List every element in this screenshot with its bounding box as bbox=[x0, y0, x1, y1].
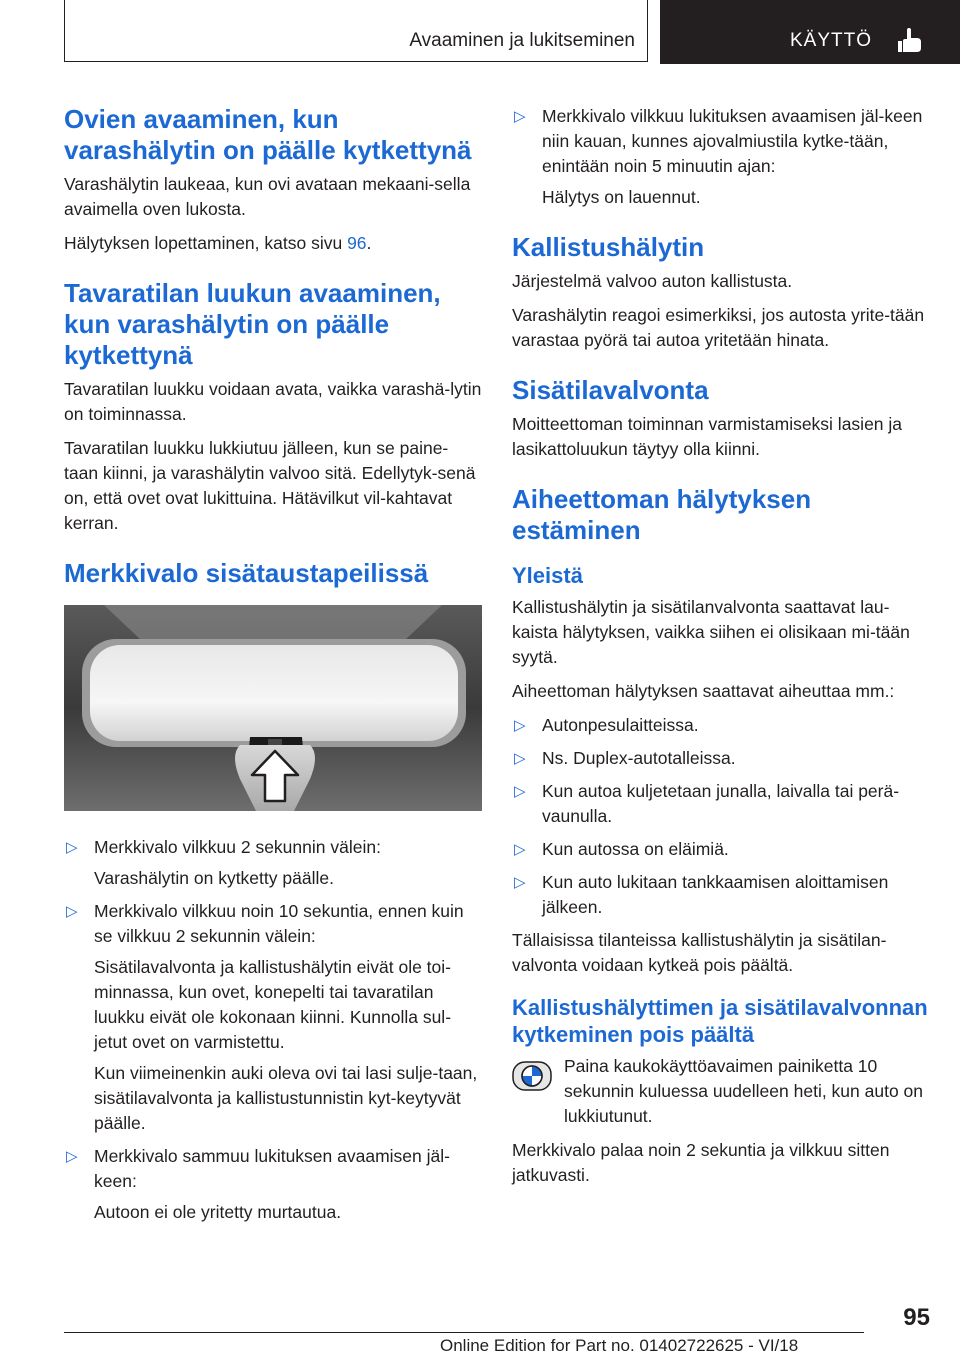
list-item: ▷ Kun autoa kuljetetaan junalla, laivalla tai perä‐vaunulla. bbox=[514, 781, 900, 826]
indicator-list-continued bbox=[512, 104, 932, 210]
paragraph: Aiheettoman hälytyksen saattavat aiheuttaa mm.: bbox=[512, 681, 895, 701]
triangle-bullet-icon: ▷ bbox=[514, 783, 526, 800]
list-item-detail: Varashälytin on kytketty päälle. bbox=[94, 868, 334, 888]
list-item: ▷ Autonpesulaitteissa. bbox=[512, 713, 932, 738]
paragraph: Moitteettoman toiminnan varmistamiseksi lasien ja lasikattoluukun täytyy olla kiinni. bbox=[512, 414, 903, 459]
triangle-bullet-icon: ▷ bbox=[66, 903, 78, 920]
section-false-alarm bbox=[512, 484, 932, 978]
triangle-bullet-icon: ▷ bbox=[66, 839, 78, 856]
header-section-box bbox=[64, 0, 648, 62]
list-item: ▷ Merkkivalo vilkkuu noin 10 sekuntia, ennen kuin se vilkkuu 2 sekunnin välein: Sisätilavalvonta ja kallistushälytin eivät ole toi‐minnassa, kun ovet, konepelti tai tavaratilan luukku eivät ole kokonaan kiinni. Kunnolla sul‐jetut ovet on varmistettu. Kun viimeinenkin auki oleva ovi tai lasi sulje‐taan, sisätilavalvonta ja kallistustunnistin kyt‐keytyvät päälle. bbox=[64, 899, 482, 1136]
triangle-bullet-icon: ▷ bbox=[514, 750, 526, 767]
triangle-bullet-icon: ▷ bbox=[514, 717, 526, 734]
header-chapter-title: KÄYTTÖ bbox=[790, 30, 873, 51]
heading-tailgate-alarm: Tavaratilan luukun avaaminen, kun varashälytin on päälle kytkettynä bbox=[64, 278, 441, 370]
header-chapter-box bbox=[660, 0, 960, 64]
heading-doors-alarm: Ovien avaaminen, kun varashälytin on päälle kytkettynä bbox=[64, 104, 472, 165]
list-item-detail: Kun viimeinenkin auki oleva ovi tai lasi sulje‐taan, sisätilavalvonta ja kallistustunnistin kyt‐keytyvät päälle. bbox=[94, 1063, 478, 1133]
section-tailgate bbox=[64, 278, 482, 536]
paragraph: Varashälytin reagoi esimerkiksi, jos autosta yrite‐tään varastaa pyörä tai autoa yritetään hinata. bbox=[512, 305, 925, 350]
paragraph: Kallistushälytin ja sisätilanvalvonta saattavat lau‐kaista hälytyksen, vaikka siihen ei olisikaan mi‐tään syytä. bbox=[512, 597, 910, 667]
paragraph: Tavaratilan luukku lukkiutuu jälleen, kun se paine‐taan kiinni, ja varashälytin valvoo sitä. Edellytyk‐senä on, että ovet ovat lukittuina. Hätävilkut vil‐kahtavat kerran. bbox=[64, 438, 476, 533]
list-item: ▷ Merkkivalo vilkkuu lukituksen avaamisen jäl‐keen niin kauan, kunnes ajovalmiustila kytke‐tään, enintään noin 5 minuutin ajan: Hälytys on lauennut. bbox=[512, 104, 932, 210]
page-link-96[interactable]: 96 bbox=[347, 233, 367, 253]
triangle-bullet-icon: ▷ bbox=[514, 874, 526, 891]
section-indicator-mirror bbox=[64, 558, 482, 1225]
page-number: 95 bbox=[903, 1304, 930, 1331]
paragraph: Tällaisissa tilanteissa kallistushälytin ja sisätilan‐valvonta voidaan kytkeä pois päältä. bbox=[512, 930, 887, 975]
footer-divider bbox=[64, 1332, 864, 1333]
right-column bbox=[512, 104, 932, 1197]
paragraph: Tavaratilan luukku voidaan avata, vaikka varashä‐lytin on toiminnassa. bbox=[64, 379, 482, 424]
indicator-list bbox=[64, 835, 482, 1225]
left-column bbox=[64, 104, 482, 1233]
list-item-detail: Hälytys on lauennut. bbox=[542, 187, 701, 207]
list-item: ▷ Merkkivalo sammuu lukituksen avaamisen jäl‐keen: Autoon ei ole yritetty murtautua. bbox=[64, 1144, 482, 1225]
heading-indicator-mirror: Merkkivalo sisätaustapeilissä bbox=[64, 558, 429, 588]
section-tilt-alarm bbox=[512, 232, 932, 353]
paragraph: Varashälytin laukeaa, kun ovi avataan mekaani‐sella avaimella oven lukosta. bbox=[64, 174, 471, 219]
section-interior-monitoring bbox=[512, 375, 932, 462]
remote-instruction bbox=[512, 1054, 932, 1129]
header-section-title: Avaaminen ja lukitseminen bbox=[409, 30, 635, 51]
paragraph-reference: Hälytyksen lopettaminen, katso sivu 96. bbox=[64, 233, 372, 253]
list-item: ▷ Kun auto lukitaan tankkaamisen aloittamisen jälkeen. bbox=[514, 872, 889, 917]
triangle-bullet-icon: ▷ bbox=[514, 108, 526, 125]
rearview-mirror-illustration bbox=[64, 605, 482, 811]
list-item: ▷ Kun autossa on eläimiä. bbox=[512, 837, 932, 862]
footer-edition: Online Edition for Part no. 01402722625 - VI/18 bbox=[440, 1336, 799, 1355]
paragraph: Merkkivalo palaa noin 2 sekuntia ja vilkkuu sitten jatkuvasti. bbox=[512, 1140, 890, 1185]
bmw-remote-key-icon bbox=[512, 1056, 552, 1096]
paragraph: Järjestelmä valvoo auton kallistusta. bbox=[512, 271, 793, 291]
list-item-detail: Sisätilavalvonta ja kallistushälytin eivät ole toi‐minnassa, kun ovet, konepelti tai tavaratilan luukku eivät ole kokonaan kiinni. Kunnolla sul‐jetut ovet on varmistettu. bbox=[94, 957, 452, 1052]
list-item: ▷ Merkkivalo vilkkuu 2 sekunnin välein: Varashälytin on kytketty päälle. bbox=[64, 835, 482, 891]
paragraph: Paina kaukokäyttöavaimen painiketta 10 sekunnin kuluessa uudelleen heti, kun auto on lukkiutunut. bbox=[564, 1056, 924, 1126]
subheading-general: Yleistä bbox=[512, 563, 583, 588]
triangle-bullet-icon: ▷ bbox=[66, 1148, 78, 1165]
false-alarm-causes-list bbox=[512, 713, 932, 920]
section-switch-off bbox=[512, 994, 932, 1188]
list-item-detail: Autoon ei ole yritetty murtautua. bbox=[94, 1202, 342, 1222]
heading-interior-monitoring: Sisätilavalvonta bbox=[512, 375, 709, 405]
heading-switch-off: Kallistushälyttimen ja sisätilavalvonnan kytkeminen pois päältä bbox=[512, 995, 928, 1047]
triangle-bullet-icon: ▷ bbox=[514, 841, 526, 858]
list-item: ▷ Ns. Duplex-autotalleissa. bbox=[512, 746, 932, 771]
hand-pointer-icon bbox=[895, 26, 925, 56]
heading-false-alarm: Aiheettoman hälytyksen estäminen bbox=[512, 484, 812, 545]
heading-tilt-alarm: Kallistushälytin bbox=[512, 232, 705, 262]
